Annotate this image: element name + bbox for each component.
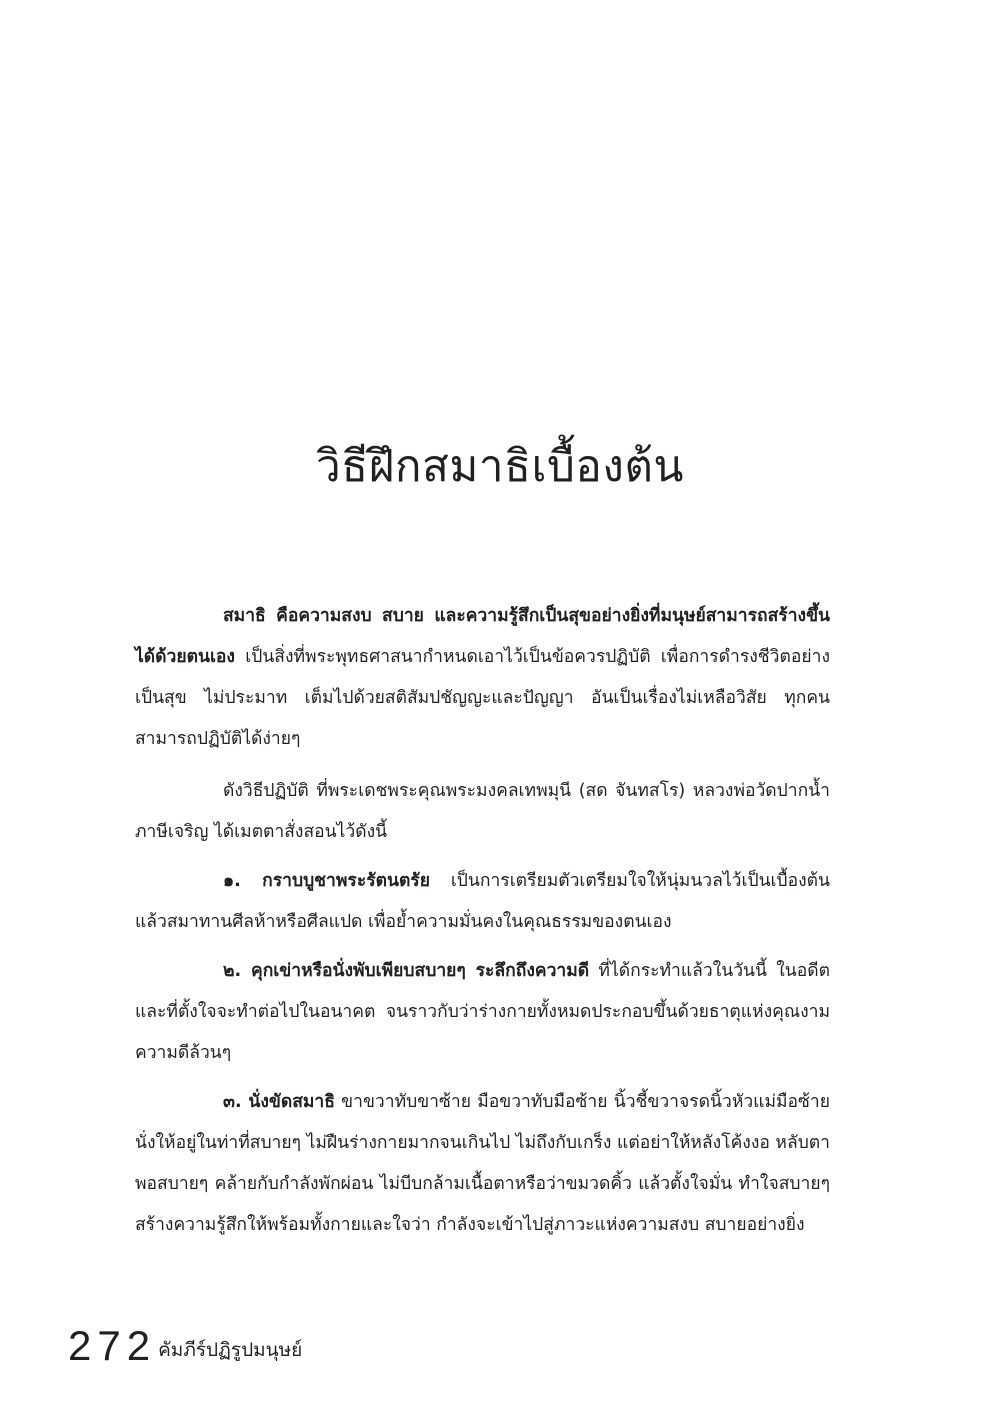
chapter-title: วิธีฝึกสมาธิเบื้องต้น	[316, 441, 684, 493]
paragraph-text: ที่ได้กระทำแล้วในวันนี้ ในอดีต และที่ตั้งใจจะทำต่อไปในอนาคต จนราวกับว่าร่างกายทั้งหมดประกอบขึ้นด้วยธาตุแห่งคุณงามความดีล้วนๆ	[135, 961, 830, 1063]
paragraph-intro	[135, 771, 830, 853]
paragraph-text: เป็นการเตรียมตัวเตรียมใจให้นุ่มนวลไว้เป็นเบื้องต้น แล้วสมาทานศีลห้าหรือศีลแปด เพื่อย้ำความมั่นคงในคุณธรรมของตนเอง	[135, 871, 831, 932]
paragraph-step-2	[135, 951, 830, 1074]
page-footer	[68, 1318, 302, 1368]
paragraph-text: ขาขวาทับขาซ้าย มือขวาทับมือซ้าย นิ้วชี้ขวาจรดนิ้วหัวแม่มือซ้าย นั่งให้อยู่ในท่าที่สบายๆ ไม่ฝืนร่างกายมากจนเกินไป ไม่ถึงกับเกร็ง แต่อย่าให้หลังโค้งงอ หลับตาพอสบายๆ คล้ายกับกำลังพักผ่อน ไม่บีบกล้ามเนื้อตาหรือว่าขมวดคิ้ว แล้วตั้งใจมั่น ทำใจสบายๆ สร้างความรู้สึกให้พร้อมทั้งกายและใจว่า กำลังจะเข้าไปสู่ภาวะแห่งความสงบ สบายอย่างยิ่ง	[135, 1092, 830, 1235]
paragraph-step-3	[135, 1082, 830, 1246]
running-book-title: คัมภีร์ปฏิรูปมนุษย์	[158, 1339, 303, 1361]
body-text	[135, 596, 830, 1254]
step-heading: ๒. คุกเข่าหรือนั่งพับเพียบสบายๆ ระลึกถึงความดี	[223, 961, 590, 981]
step-heading: ๓. นั่งขัดสมาธิ	[223, 1092, 335, 1112]
paragraph-text: เป็นสิ่งที่พระพุทธศาสนากำหนดเอาไว้เป็นข้อควรปฏิบัติ เพื่อการดำรงชีวิตอย่างเป็นสุข ไม่ประมาท เต็มไปด้วยสติสัมปชัญญะและปัญญา อันเป็นเรื่องไม่เหลือวิสัย ทุกคนสามารถปฏิบัติได้ง่ายๆ	[135, 647, 830, 749]
step-heading: ๑. กราบบูชาพระรัตนตรัย	[223, 871, 430, 891]
paragraph-bold-lead: สมาธิ คือความสงบ สบาย และความรู้สึกเป็นสุขอย่างยิ่งที่มนุษย์สามารถสร้างขึ้นได้ด้วยตนเอง	[135, 606, 830, 667]
paragraph-text: ดังวิธีปฏิบัติ ที่พระเดชพระคุณพระมงคลเทพมุนี (สด จันทสโร) หลวงพ่อวัดปากน้ำ ภาษีเจริญ ได้เมตตาสั่งสอนไว้ดังนี้	[135, 781, 830, 842]
paragraph-definition	[135, 596, 830, 760]
paragraph-step-1	[135, 861, 830, 943]
page-number: 272	[68, 1322, 157, 1369]
